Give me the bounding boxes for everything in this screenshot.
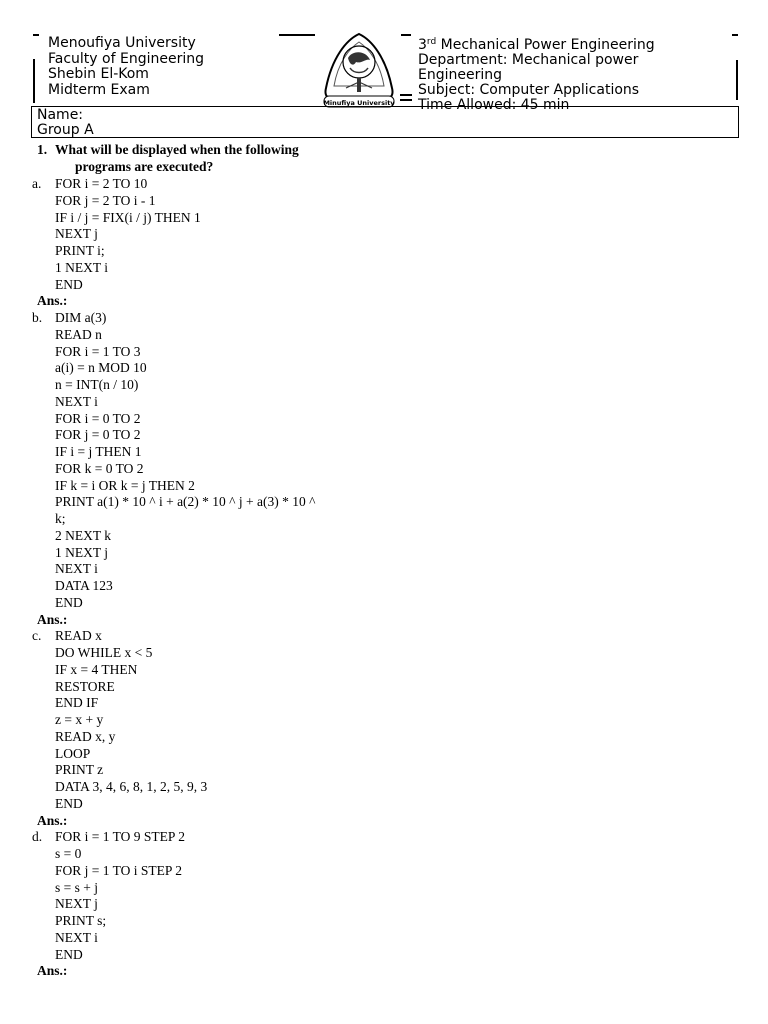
code-line: FOR i = 2 TO 10 — [55, 176, 148, 191]
student-info-box — [31, 106, 739, 138]
code-line: n = INT(n / 10) — [55, 377, 139, 392]
question-text-continued: programs are executed? — [75, 159, 214, 174]
university-logo — [316, 30, 402, 110]
code-line: NEXT i — [55, 393, 98, 409]
code-line: READ x, y — [55, 728, 116, 744]
code-line: s = 0 — [55, 846, 82, 861]
name-label: Name: — [37, 107, 84, 123]
exam-title: Midterm Exam — [48, 81, 150, 98]
code-line: IF k = i OR k = j THEN 2 — [55, 477, 195, 493]
code-line: RESTORE — [55, 678, 115, 694]
code-line: PRINT a(1) * 10 ^ i + a(2) * 10 ^ j + a(3) * 10 ^ — [55, 494, 316, 510]
question-text: What will be displayed when the following — [55, 142, 299, 157]
group-label: Group A — [37, 122, 94, 138]
code-line: s = s + j — [55, 879, 98, 895]
course-year — [418, 38, 718, 53]
code-line: z = x + y — [55, 712, 104, 727]
header-rule — [736, 60, 738, 100]
department: Department: Mechanical power — [418, 52, 639, 68]
program-label: a. — [32, 176, 42, 191]
answer-label: Ans.: — [37, 963, 68, 979]
time-allowed: Time Allowed: 45 min — [418, 97, 570, 113]
program-label: d. — [32, 829, 43, 845]
code-line: DATA 123 — [55, 578, 113, 593]
code-line: END IF — [55, 695, 99, 711]
code-line: END — [55, 946, 83, 962]
code-line: END — [55, 276, 83, 292]
code-line: IF x = 4 THEN — [55, 661, 138, 677]
code-line: PRINT s; — [55, 913, 107, 928]
header-rule — [33, 59, 35, 103]
program-name: Mechanical Power Engineering — [436, 37, 655, 53]
header-rule — [33, 34, 39, 36]
code-line: FOR j = 0 TO 2 — [55, 427, 141, 443]
header-institution — [48, 36, 204, 98]
code-line: DIM a(3) — [55, 310, 107, 325]
code-line: FOR j = 1 TO i STEP 2 — [55, 862, 183, 878]
header-course-info — [418, 38, 718, 113]
code-line: READ x — [55, 628, 102, 644]
code-line: READ n — [55, 326, 102, 342]
code-line: DATA 3, 4, 6, 8, 1, 2, 5, 9, 3 — [55, 779, 208, 794]
code-line: 2 NEXT k — [55, 527, 111, 543]
university-name: Menoufiya University — [48, 35, 196, 51]
question-1 — [37, 141, 299, 175]
code-line: FOR i = 1 TO 9 STEP 2 — [55, 829, 186, 845]
logo-text: Minufiya University — [323, 99, 395, 107]
code-line: NEXT j — [55, 896, 98, 912]
code-line: PRINT z — [55, 762, 104, 778]
code-line: 1 NEXT i — [55, 259, 108, 275]
program-label: b. — [32, 310, 43, 325]
code-line: NEXT j — [55, 226, 98, 242]
header-rule — [401, 34, 411, 36]
year-ordinal: rd — [426, 37, 437, 47]
answer-label: Ans.: — [37, 611, 68, 627]
code-line: IF i = j THEN 1 — [55, 444, 142, 459]
code-line: IF i / j = FIX(i / j) THEN 1 — [55, 209, 201, 225]
code-line: 1 NEXT j — [55, 544, 108, 560]
subject: Subject: Computer Applications — [418, 82, 640, 98]
code-line: k; — [55, 511, 66, 526]
code-line: a(i) = n MOD 10 — [55, 360, 147, 376]
answer-label: Ans.: — [37, 812, 68, 828]
city-name: Shebin El-Kom — [48, 66, 149, 82]
header-rule — [279, 34, 315, 36]
header-rule — [732, 34, 738, 36]
program-label: c. — [32, 628, 42, 644]
code-line: PRINT i; — [55, 243, 105, 258]
code-line: FOR k = 0 TO 2 — [55, 460, 144, 476]
code-line: END — [55, 594, 83, 610]
faculty-name: Faculty of Engineering — [48, 50, 204, 67]
department-continued: Engineering — [418, 67, 502, 83]
code-line: FOR j = 2 TO i - 1 — [55, 192, 156, 208]
code-line: FOR i = 1 TO 3 — [55, 343, 141, 359]
code-line: FOR i = 0 TO 2 — [55, 410, 141, 426]
question-number: 1. — [37, 142, 48, 157]
answer-label: Ans.: — [37, 293, 68, 309]
year-number: 3 — [418, 37, 427, 53]
code-line: DO WHILE x < 5 — [55, 645, 153, 660]
code-line: NEXT i — [55, 929, 98, 945]
code-line: END — [55, 795, 83, 811]
code-line: NEXT i — [55, 561, 98, 577]
code-line: LOOP — [55, 745, 91, 761]
